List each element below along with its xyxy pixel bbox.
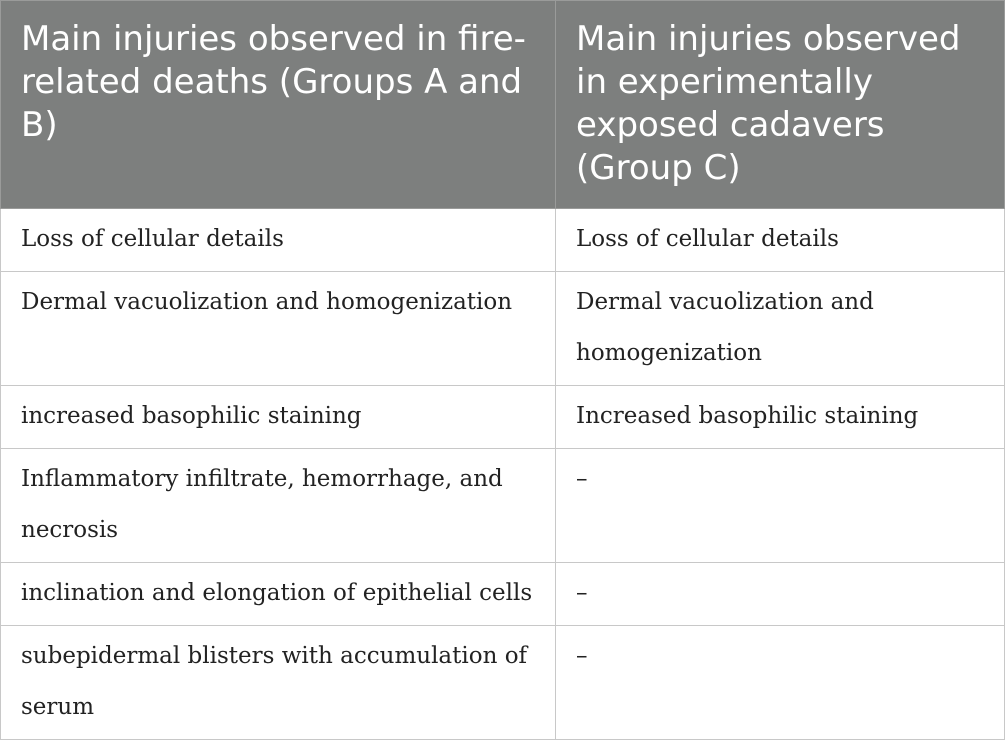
table-row xyxy=(1,209,1005,272)
table-row xyxy=(1,272,1005,386)
table-cell: subepidermal blisters with accumulation of serum xyxy=(1,626,556,740)
table-cell: – xyxy=(556,449,1005,563)
table-cell: Dermal vacuolization and homogenization xyxy=(556,272,1005,386)
table-cell: Increased basophilic staining xyxy=(556,386,1005,449)
table-cell: Loss of cellular details xyxy=(1,209,556,272)
table-row xyxy=(1,626,1005,740)
table-body xyxy=(1,209,1005,740)
table-cell: Dermal vacuolization and homogenization xyxy=(1,272,556,386)
table-cell: – xyxy=(556,626,1005,740)
table-cell: increased basophilic staining xyxy=(1,386,556,449)
table-row xyxy=(1,449,1005,563)
table-cell: Inflammatory infiltrate, hemorrhage, and necrosis xyxy=(1,449,556,563)
table-header xyxy=(1,1,1005,209)
table-cell: inclination and elongation of epithelial cells xyxy=(1,563,556,626)
table-row xyxy=(1,563,1005,626)
column-header-fire-related-deaths: Main injuries observed in fire-related deaths (Groups A and B) xyxy=(1,1,556,209)
table-cell: Loss of cellular details xyxy=(556,209,1005,272)
column-header-experimental-cadavers: Main injuries observed in experimentally exposed cadavers (Group C) xyxy=(556,1,1005,209)
table-row xyxy=(1,386,1005,449)
header-row xyxy=(1,1,1005,209)
table-cell: – xyxy=(556,563,1005,626)
